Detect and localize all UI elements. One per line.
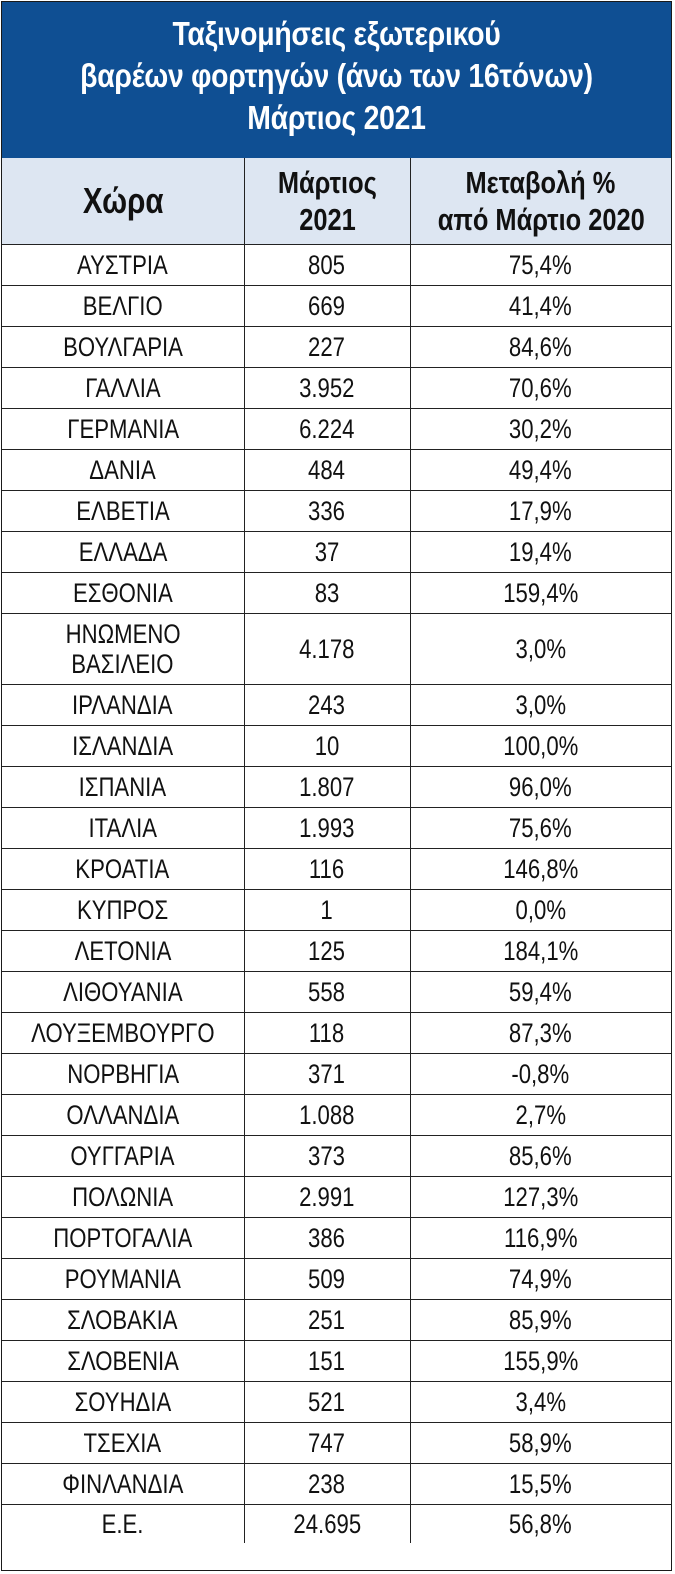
table-row xyxy=(2,1259,671,1300)
table-row xyxy=(2,450,671,491)
value-cell: 227 xyxy=(244,327,410,368)
value-cell: 151 xyxy=(244,1341,410,1382)
value-cell: 3.952 xyxy=(244,368,410,409)
header-month xyxy=(244,158,410,245)
header-month-line2: 2021 xyxy=(298,202,356,237)
table-row xyxy=(2,1423,671,1464)
value-cell: 251 xyxy=(244,1300,410,1341)
value-cell: 386 xyxy=(244,1218,410,1259)
table-title xyxy=(2,2,671,158)
country-cell: ΛΕΤΟΝΙΑ xyxy=(2,931,244,972)
change-cell: 155,9% xyxy=(410,1341,671,1382)
country-cell: ΒΟΥΛΓΑΡΙΑ xyxy=(2,327,244,368)
country-cell: ΚΥΠΡΟΣ xyxy=(2,890,244,931)
change-cell: 2,7% xyxy=(410,1095,671,1136)
change-cell: 3,0% xyxy=(410,614,671,685)
country-cell: ΟΛΛΑΝΔΙΑ xyxy=(2,1095,244,1136)
change-cell: 84,6% xyxy=(410,327,671,368)
country-cell: ΕΣΘΟΝΙΑ xyxy=(2,573,244,614)
header-change-line1: Μεταβολή % xyxy=(465,165,616,200)
table-row xyxy=(2,614,671,685)
table-row xyxy=(2,286,671,327)
table-row xyxy=(2,1505,671,1544)
country-cell: ΡΟΥΜΑΝΙΑ xyxy=(2,1259,244,1300)
table-row xyxy=(2,1054,671,1095)
change-cell: 75,4% xyxy=(410,245,671,286)
change-cell: 19,4% xyxy=(410,532,671,573)
country-cell: ΕΛΛΑΔΑ xyxy=(2,532,244,573)
value-cell: 238 xyxy=(244,1464,410,1505)
country-cell: ΙΣΠΑΝΙΑ xyxy=(2,767,244,808)
country-cell: ΒΕΛΓΙΟ xyxy=(2,286,244,327)
value-cell: 118 xyxy=(244,1013,410,1054)
table-row xyxy=(2,245,671,286)
value-cell: 669 xyxy=(244,286,410,327)
country-cell: ΙΤΑΛΙΑ xyxy=(2,808,244,849)
title-line-1: Ταξινομήσεις εξωτερικού xyxy=(172,15,501,52)
country-cell: ΛΟΥΞΕΜΒΟΥΡΓΟ xyxy=(2,1013,244,1054)
country-cell: ΗΝΩΜΕΝΟ ΒΑΣΙΛΕΙΟ xyxy=(2,614,244,685)
country-cell: ΦΙΝΛΑΝΔΙΑ xyxy=(2,1464,244,1505)
change-cell: 0,0% xyxy=(410,890,671,931)
change-cell: 100,0% xyxy=(410,726,671,767)
table-row xyxy=(2,890,671,931)
country-cell: Ε.Ε. xyxy=(2,1505,244,1544)
value-cell: 1.088 xyxy=(244,1095,410,1136)
change-cell: 3,0% xyxy=(410,685,671,726)
change-cell: 116,9% xyxy=(410,1218,671,1259)
country-cell: ΑΥΣΤΡΙΑ xyxy=(2,245,244,286)
value-cell: 24.695 xyxy=(244,1505,410,1544)
change-cell: 59,4% xyxy=(410,972,671,1013)
change-cell: 70,6% xyxy=(410,368,671,409)
value-cell: 509 xyxy=(244,1259,410,1300)
table-row xyxy=(2,1177,671,1218)
value-cell: 1.993 xyxy=(244,808,410,849)
table-row xyxy=(2,1136,671,1177)
change-cell: 49,4% xyxy=(410,450,671,491)
value-cell: 805 xyxy=(244,245,410,286)
table-row xyxy=(2,849,671,890)
country-cell: ΣΟΥΗΔΙΑ xyxy=(2,1382,244,1423)
change-cell: 184,1% xyxy=(410,931,671,972)
table-row xyxy=(2,685,671,726)
table-row xyxy=(2,1341,671,1382)
change-cell: 30,2% xyxy=(410,409,671,450)
table-row xyxy=(2,327,671,368)
table-row xyxy=(2,491,671,532)
country-cell: ΚΡΟΑΤΙΑ xyxy=(2,849,244,890)
change-cell: 41,4% xyxy=(410,286,671,327)
change-cell: 85,6% xyxy=(410,1136,671,1177)
country-cell: ΤΣΕΧΙΑ xyxy=(2,1423,244,1464)
table-row xyxy=(2,1300,671,1341)
value-cell: 1.807 xyxy=(244,767,410,808)
change-cell: 3,4% xyxy=(410,1382,671,1423)
value-cell: 484 xyxy=(244,450,410,491)
country-cell: ΝΟΡΒΗΓΙΑ xyxy=(2,1054,244,1095)
table-row xyxy=(2,1095,671,1136)
value-cell: 521 xyxy=(244,1382,410,1423)
table-row xyxy=(2,767,671,808)
value-cell: 6.224 xyxy=(244,409,410,450)
change-cell: 96,0% xyxy=(410,767,671,808)
table-frame xyxy=(1,1,672,1571)
value-cell: 747 xyxy=(244,1423,410,1464)
change-cell: 17,9% xyxy=(410,491,671,532)
value-cell: 10 xyxy=(244,726,410,767)
header-row xyxy=(2,158,671,245)
change-cell: 87,3% xyxy=(410,1013,671,1054)
value-cell: 116 xyxy=(244,849,410,890)
value-cell: 558 xyxy=(244,972,410,1013)
country-cell: ΔΑΝΙΑ xyxy=(2,450,244,491)
table-row xyxy=(2,931,671,972)
country-cell: ΛΙΘΟΥΑΝΙΑ xyxy=(2,972,244,1013)
country-cell: ΣΛΟΒΑΚΙΑ xyxy=(2,1300,244,1341)
title-line-2: βαρέων φορτηγών (άνω των 16τόνων) xyxy=(80,57,593,94)
table-row xyxy=(2,532,671,573)
table-row xyxy=(2,1464,671,1505)
header-change-line2: από Μάρτιο 2020 xyxy=(437,202,645,237)
table-row xyxy=(2,1382,671,1423)
change-cell: 75,6% xyxy=(410,808,671,849)
country-cell: ΓΕΡΜΑΝΙΑ xyxy=(2,409,244,450)
table-row xyxy=(2,368,671,409)
change-cell: 127,3% xyxy=(410,1177,671,1218)
value-cell: 4.178 xyxy=(244,614,410,685)
value-cell: 2.991 xyxy=(244,1177,410,1218)
value-cell: 373 xyxy=(244,1136,410,1177)
change-cell: 56,8% xyxy=(509,1509,573,1539)
value-cell: 83 xyxy=(244,573,410,614)
value-cell: 1 xyxy=(244,890,410,931)
change-cell: 85,9% xyxy=(410,1300,671,1341)
table-row xyxy=(2,573,671,614)
table-row xyxy=(2,1013,671,1054)
value-cell: 336 xyxy=(244,491,410,532)
value-cell: 243 xyxy=(244,685,410,726)
country-cell: ΓΑΛΛΙΑ xyxy=(2,368,244,409)
country-cell: ΙΣΛΑΝΔΙΑ xyxy=(2,726,244,767)
country-cell: ΣΛΟΒΕΝΙΑ xyxy=(2,1341,244,1382)
table-row xyxy=(2,808,671,849)
value-cell: 37 xyxy=(244,532,410,573)
header-month-line1: Μάρτιος xyxy=(277,165,377,200)
change-cell: 74,9% xyxy=(410,1259,671,1300)
table-row xyxy=(2,972,671,1013)
table-row xyxy=(2,409,671,450)
title-line-3: Μάρτιος 2021 xyxy=(247,99,426,136)
header-country: Χώρα xyxy=(2,158,244,245)
value-cell: 125 xyxy=(244,931,410,972)
country-cell: ΙΡΛΑΝΔΙΑ xyxy=(2,685,244,726)
change-cell: 159,4% xyxy=(410,573,671,614)
table-row xyxy=(2,726,671,767)
change-cell: 15,5% xyxy=(410,1464,671,1505)
registrations-table xyxy=(2,158,671,1543)
header-change xyxy=(410,158,671,245)
value-cell: 371 xyxy=(244,1054,410,1095)
country-cell: ΟΥΓΓΑΡΙΑ xyxy=(2,1136,244,1177)
change-cell: 58,9% xyxy=(410,1423,671,1464)
country-cell: ΕΛΒΕΤΙΑ xyxy=(2,491,244,532)
table-row xyxy=(2,1218,671,1259)
change-cell: 146,8% xyxy=(410,849,671,890)
country-cell: ΠΟΛΩΝΙΑ xyxy=(2,1177,244,1218)
country-cell: ΠΟΡΤΟΓΑΛΙΑ xyxy=(2,1218,244,1259)
change-cell: -0,8% xyxy=(410,1054,671,1095)
